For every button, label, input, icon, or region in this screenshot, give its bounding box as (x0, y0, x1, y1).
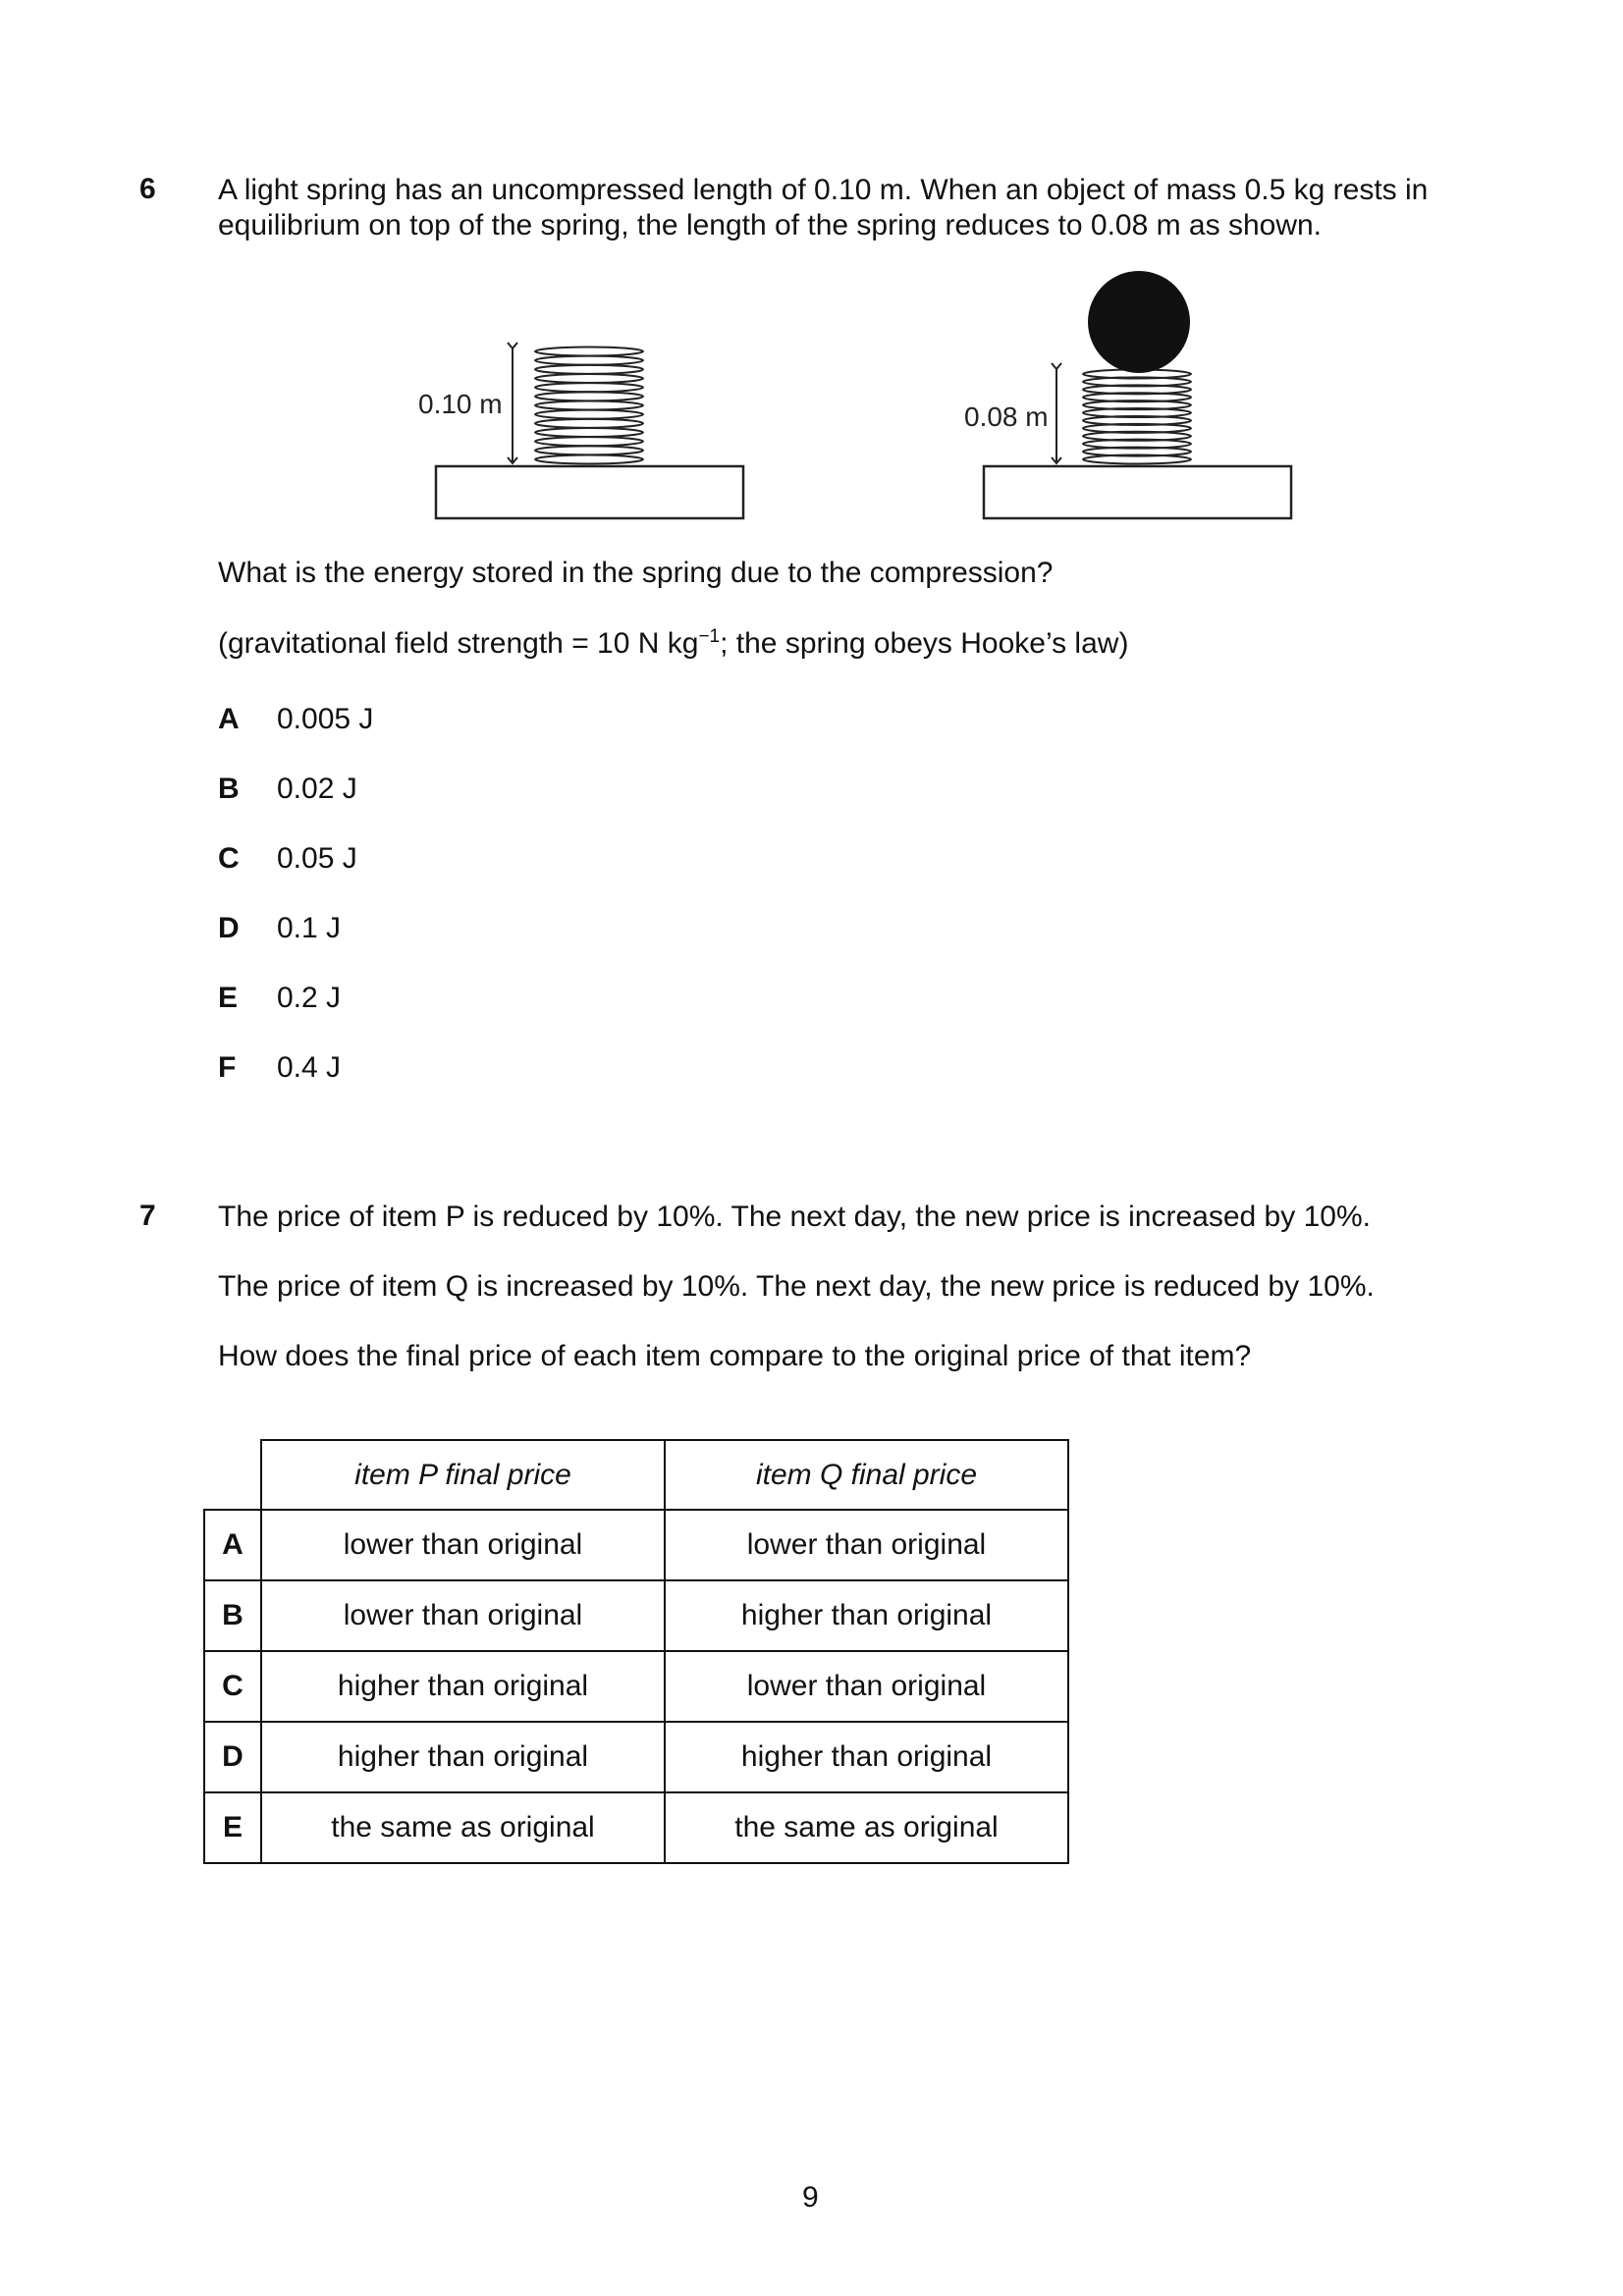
question-6-prompt: What is the energy stored in the spring due to the compression? (218, 557, 1054, 589)
option-c-value: 0.05 J (277, 842, 357, 875)
item-p-cell: higher than original (261, 1651, 665, 1722)
given-superscript: −1 (698, 626, 721, 647)
option-d-value: 0.1 J (277, 912, 342, 944)
item-p-cell: lower than original (261, 1510, 665, 1580)
answer-table (203, 1439, 1069, 1864)
option-e-value: 0.2 J (277, 982, 342, 1014)
row-letter[interactable]: C (204, 1651, 261, 1722)
question-6-text-line1: A light spring has an uncompressed length of 0.10 m. When an object of mass 0.5 kg rests in (218, 174, 1429, 206)
mass-ball (1088, 271, 1190, 373)
spring-coil (535, 446, 643, 454)
given-text-pre: (gravitational field strength = 10 N kg (218, 627, 699, 660)
option-a-value: 0.005 J (277, 703, 374, 735)
page-number: 9 (802, 2181, 819, 2214)
spring-coil (535, 428, 643, 437)
table-row[interactable] (204, 1580, 1068, 1651)
spring-coil (535, 437, 643, 446)
item-q-cell: higher than original (665, 1722, 1068, 1792)
option-d-letter[interactable]: D (218, 912, 240, 944)
question-7-text-line2: The price of item Q is increased by 10%. The next day, the new price is reduced by 10%. (218, 1270, 1375, 1303)
table-row[interactable] (204, 1510, 1068, 1580)
spring-coil (535, 455, 643, 464)
option-a-letter[interactable]: A (218, 703, 240, 735)
given-text-post: ; the spring obeys Hooke’s law) (720, 627, 1129, 660)
base-block-right (984, 466, 1291, 518)
row-letter[interactable]: A (204, 1510, 261, 1580)
table-row[interactable] (204, 1651, 1068, 1722)
table-header-row (204, 1440, 1068, 1510)
question-6-number: 6 (139, 173, 156, 205)
row-letter[interactable]: D (204, 1722, 261, 1792)
option-b-letter[interactable]: B (218, 773, 240, 805)
spring-compressed (1083, 370, 1191, 464)
table-corner (204, 1440, 261, 1510)
option-f-value: 0.4 J (277, 1051, 342, 1084)
spring-coil (535, 365, 643, 374)
table-row[interactable] (204, 1792, 1068, 1863)
option-f-letter[interactable]: F (218, 1051, 237, 1084)
spring-coil (535, 374, 643, 383)
item-q-cell: lower than original (665, 1510, 1068, 1580)
question-7-number: 7 (139, 1200, 156, 1232)
question-6-given (218, 626, 1128, 662)
length-label-left: 0.10 m (418, 389, 503, 419)
header-item-p: item P final price (261, 1440, 665, 1510)
question-6-text-line2: equilibrium on top of the spring, the length of the spring reduces to 0.08 m as shown. (218, 209, 1323, 241)
row-letter[interactable]: E (204, 1792, 261, 1863)
row-letter[interactable]: B (204, 1580, 261, 1651)
spring-diagram (0, 0, 1623, 550)
spring-uncompressed (535, 347, 643, 464)
option-e-letter[interactable]: E (218, 982, 239, 1014)
spring-coil (535, 401, 643, 410)
spring-coil (535, 347, 643, 356)
table-row[interactable] (204, 1722, 1068, 1792)
base-block-left (436, 466, 743, 518)
item-p-cell: lower than original (261, 1580, 665, 1651)
option-c-letter[interactable]: C (218, 842, 240, 875)
item-q-cell: lower than original (665, 1651, 1068, 1722)
spring-coil (535, 392, 643, 400)
question-7-text-line1: The price of item P is reduced by 10%. The next day, the new price is increased by 10%. (218, 1201, 1371, 1233)
item-q-cell: higher than original (665, 1580, 1068, 1651)
spring-coil (535, 410, 643, 419)
length-label-right: 0.08 m (964, 401, 1049, 432)
item-p-cell: higher than original (261, 1722, 665, 1792)
spring-coil (535, 419, 643, 428)
spring-coil (535, 383, 643, 392)
question-7-text-line3: How does the final price of each item compare to the original price of that item? (218, 1340, 1252, 1372)
header-item-q: item Q final price (665, 1440, 1068, 1510)
option-b-value: 0.02 J (277, 773, 357, 805)
spring-coil (535, 356, 643, 365)
item-q-cell: the same as original (665, 1792, 1068, 1863)
item-p-cell: the same as original (261, 1792, 665, 1863)
